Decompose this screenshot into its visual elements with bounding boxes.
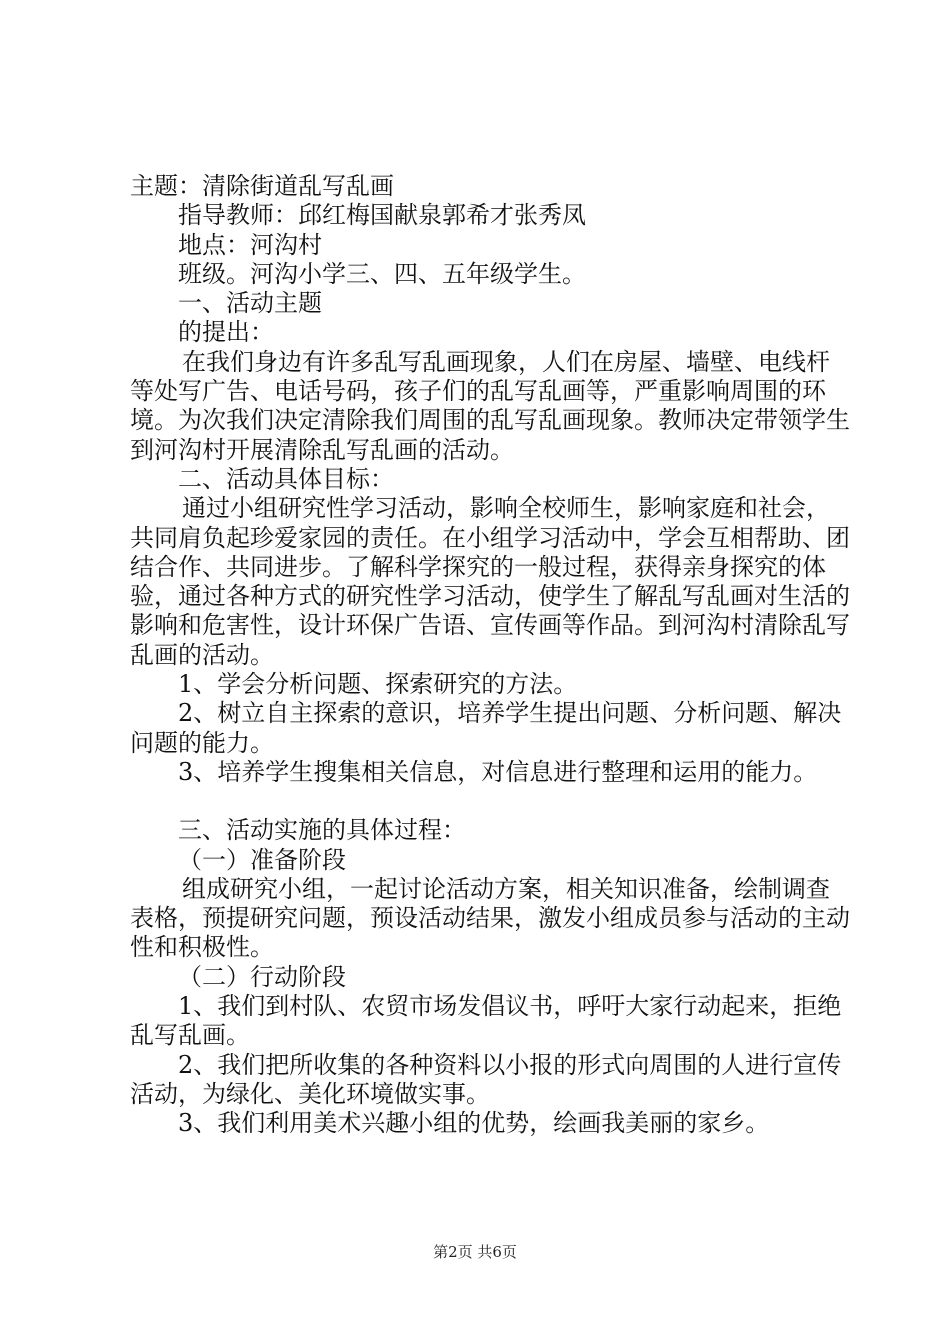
paragraph: 通过小组研究性学习活动，影响全校师生，影响家庭和社会，共同肩负起珍爱家园的责任。在小组学习活动中，学会互相帮助、团结合作、共同进步。了解科学探究的一般过程，获得亲身探究的体验，通过各种方式的研究性学习活动，使学生了解乱写乱画对生活的影响和危害性，设计环保广告语、宣传画等作品。到河沟村清除乱写乱画的活动。	[130, 494, 850, 669]
paragraph: 班级。河沟小学三、四、五年级学生。	[178, 259, 586, 288]
page-number: 第2页 共6页	[433, 1243, 517, 1261]
list-item: 3、我们利用美术兴趣小组的优势，绘画我美丽的家乡。	[178, 1109, 770, 1138]
subsection-heading: （二）行动阶段	[178, 962, 346, 991]
paragraph: 指导教师：邱红梅国献泉郭希才张秀凤	[178, 201, 586, 230]
paragraph: 在我们身边有许多乱写乱画现象，人们在房屋、墙壁、电线杆等处写广告、电话号码，孩子们的乱写乱画等，严重影响周围的环境。为次我们决定清除我们周围的乱写乱画现象。教师决定带领学生到河沟村开展清除乱写乱画的活动。	[130, 347, 850, 464]
paragraph: 地点：河沟村	[178, 230, 322, 259]
list-item: 1、我们到村队、农贸市场发倡议书，呼吁大家行动起来，拒绝乱写乱画。	[130, 992, 842, 1050]
document-body	[130, 172, 850, 1139]
paragraph: 的提出：	[178, 318, 274, 347]
list-item: 2、树立自主探索的意识，培养学生提出问题、分析问题、解决问题的能力。	[130, 699, 842, 757]
section-heading: 一、活动主题	[178, 289, 322, 318]
paragraph: 主题：清除街道乱写乱画	[130, 172, 394, 200]
paragraph: 组成研究小组，一起讨论活动方案，相关知识准备，绘制调查表格，预提研究问题，预设活动结果，激发小组成员参与活动的主动性和积极性。	[130, 874, 850, 962]
section-heading: 三、活动实施的具体过程：	[178, 816, 466, 845]
list-item: 3、培养学生搜集相关信息，对信息进行整理和运用的能力。	[178, 757, 818, 786]
page-footer	[0, 1241, 950, 1262]
section-heading: 二、活动具体目标：	[178, 464, 394, 493]
list-item: 1、学会分析问题、探索研究的方法。	[178, 670, 578, 699]
subsection-heading: （一）准备阶段	[178, 845, 346, 874]
list-item: 2、我们把所收集的各种资料以小报的形式向周围的人进行宣传活动，为绿化、美化环境做实事。	[130, 1050, 842, 1108]
